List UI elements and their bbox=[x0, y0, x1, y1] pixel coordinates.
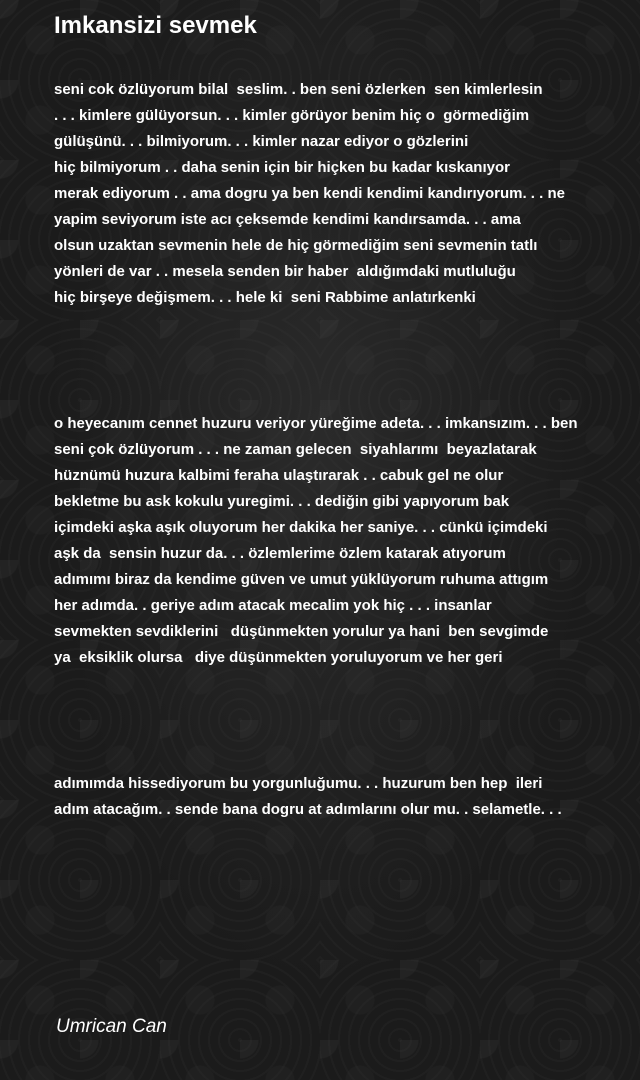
poem-line: adımımı biraz da kendime güven ve umut yüklüyorum ruhuma attıgım bbox=[54, 571, 549, 588]
poem-line: ya eksiklik olursa diye düşünmekten yoruluyorum ve her geri bbox=[54, 649, 503, 666]
poem-line: merak ediyorum . . ama dogru ya ben kendi kendimi kandırıyorum. . . ne bbox=[54, 185, 565, 202]
poem-line: adım atacağım. . sende bana dogru at adımlarını olur mu. . selametle. . . bbox=[54, 801, 562, 818]
poem-line: hiç bilmiyorum . . daha senin için bir hiçken bu kadar kıskanıyor bbox=[54, 159, 510, 176]
poem-line: seni cok özlüyorum bilal seslim. . ben seni özlerken sen kimlerlesin bbox=[54, 81, 543, 98]
poem-line: adımımda hissediyorum bu yorgunluğumu. . . huzurum ben hep ileri bbox=[54, 775, 543, 792]
poem-line: yönleri de var . . mesela senden bir haber aldığımdaki mutluluğu bbox=[54, 263, 516, 280]
stanza-2 bbox=[54, 411, 634, 671]
poem-line: gülüşünü. . . bilmiyorum. . . kimler nazar ediyor o gözlerini bbox=[54, 133, 469, 150]
poem-line: . . . kimlere gülüyorsun. . . kimler görüyor benim hiç o görmediğim bbox=[54, 107, 530, 124]
poem-line: içimdeki aşka aşık oluyorum her dakika her saniye. . . cünkü içimdeki bbox=[54, 519, 548, 536]
poem-line: her adımda. . geriye adım atacak mecalim yok hiç . . . insanlar bbox=[54, 597, 492, 614]
stanza-1 bbox=[54, 77, 634, 311]
poem-line: hiç birşeye değişmem. . . hele ki seni Rabbime anlatırkenki bbox=[54, 289, 476, 306]
poem-author: Umrican Can bbox=[56, 1016, 167, 1037]
poem-line: olsun uzaktan sevmenin hele de hiç görmediğim seni sevmenin tatlı bbox=[54, 237, 538, 254]
poem-line: seni çok özlüyorum . . . ne zaman gelecen siyahlarımı beyazlatarak bbox=[54, 441, 537, 458]
poem-line: hüznümü huzura kalbimi feraha ulaştırarak . . cabuk gel ne olur bbox=[54, 467, 504, 484]
stanza-3 bbox=[54, 771, 634, 823]
poem-line: yapim seviyorum iste acı çeksemde kendimi kandırsamda. . . ama bbox=[54, 211, 521, 228]
poem-line: aşk da sensin huzur da. . . özlemlerime özlem katarak atıyorum bbox=[54, 545, 506, 562]
poem-line: sevmekten sevdiklerini düşünmekten yorulur ya hani ben sevgimde bbox=[54, 623, 549, 640]
poem-title: Imkansizi sevmek bbox=[54, 12, 257, 39]
poem-line: o heyecanım cennet huzuru veriyor yüreğime adeta. . . imkansızım. . . ben bbox=[54, 415, 578, 432]
poem-line: bekletme bu ask kokulu yuregimi. . . dediğin gibi yapıyorum bak bbox=[54, 493, 510, 510]
